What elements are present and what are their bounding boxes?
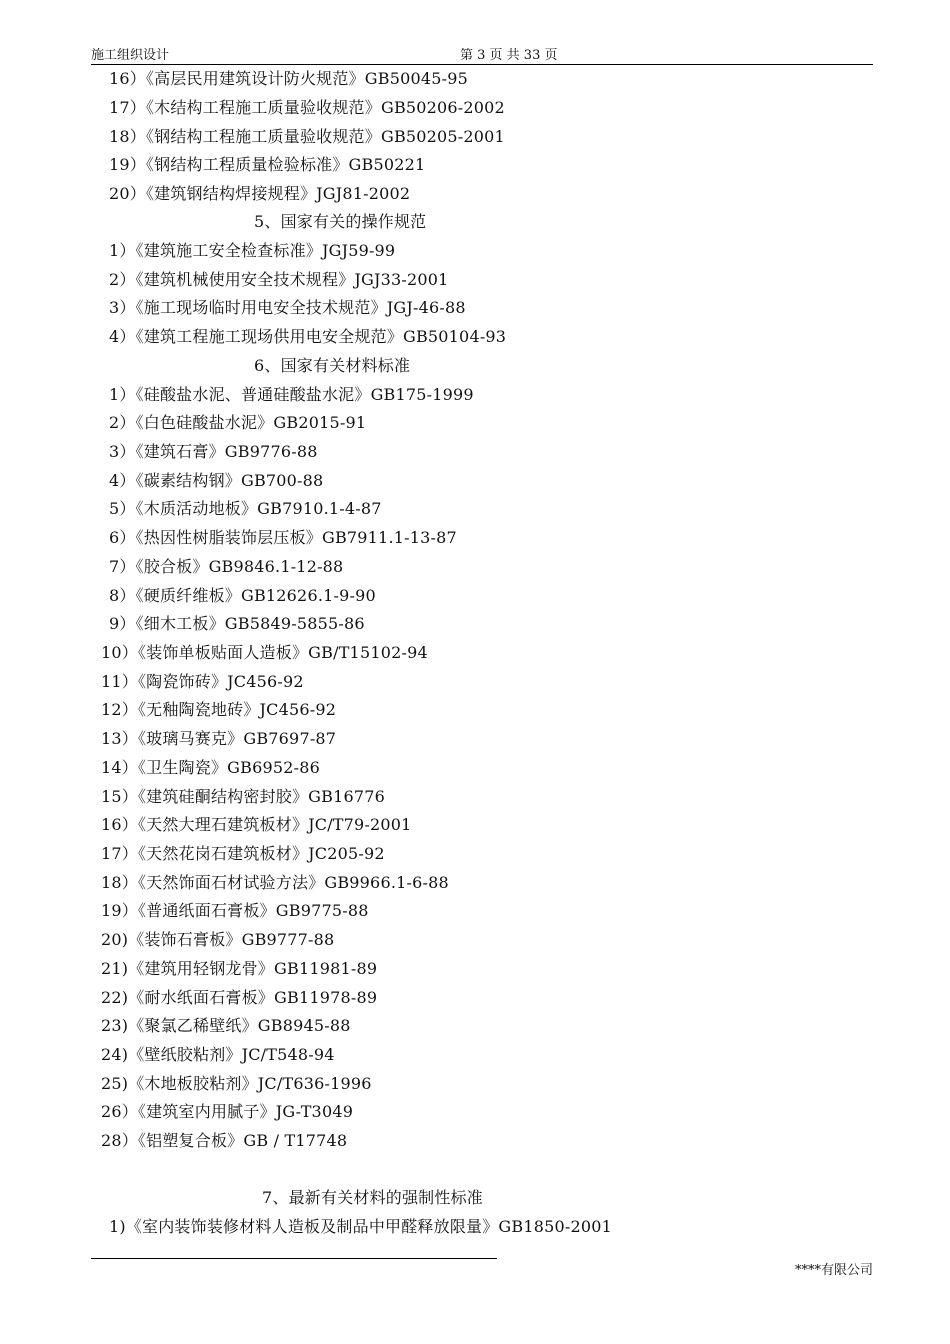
list-item: 19）《钢结构工程质量检验标准》GB50221 bbox=[109, 155, 426, 174]
list-item: 16）《天然大理石建筑板材》JC/T79-2001 bbox=[101, 815, 412, 834]
list-item: 28）《铝塑复合板》GB / T17748 bbox=[101, 1131, 348, 1150]
list-item: 20)《装饰石膏板》GB9777-88 bbox=[101, 930, 335, 949]
list-item: 18）《天然饰面石材试验方法》GB9966.1-6-88 bbox=[101, 873, 449, 892]
section-heading: 7、最新有关材料的强制性标准 bbox=[262, 1188, 483, 1207]
list-item: 14）《卫生陶瓷》GB6952-86 bbox=[101, 758, 320, 777]
list-item: 18）《钢结构工程施工质量验收规范》GB50205-2001 bbox=[109, 127, 505, 146]
list-item: 8）《硬质纤维板》GB12626.1-9-90 bbox=[109, 586, 376, 605]
list-item: 12）《无釉陶瓷地砖》JC456-92 bbox=[101, 700, 337, 719]
list-item: 3）《建筑石膏》GB9776-88 bbox=[109, 442, 318, 461]
list-item: 2）《白色硅酸盐水泥》GB2015-91 bbox=[109, 413, 367, 432]
list-item: 4）《碳素结构钢》GB700-88 bbox=[109, 471, 324, 490]
list-item: 6）《热因性树脂装饰层压板》GB7911.1-13-87 bbox=[109, 528, 457, 547]
list-item: 17）《天然花岗石建筑板材》JC205-92 bbox=[101, 844, 385, 863]
list-item: 15）《建筑硅酮结构密封胶》GB16776 bbox=[101, 787, 385, 806]
list-item: 4）《建筑工程施工现场供用电安全规范》GB50104-93 bbox=[109, 327, 507, 346]
list-item: 1）《建筑施工安全检查标准》JGJ59-99 bbox=[109, 241, 396, 260]
list-item: 25)《木地板胶粘剂》JC/T636-1996 bbox=[101, 1074, 372, 1093]
list-item: 2）《建筑机械使用安全技术规程》JGJ33-2001 bbox=[109, 270, 449, 289]
page-number: 第 3 页 共 33 页 bbox=[460, 48, 558, 63]
list-item: 17）《木结构工程施工质量验收规范》GB50206-2002 bbox=[109, 98, 505, 117]
list-item: 16）《高层民用建筑设计防火规范》GB50045-95 bbox=[109, 69, 468, 88]
list-item: 10）《装饰单板贴面人造板》GB/T15102-94 bbox=[101, 643, 428, 662]
section-heading: 5、国家有关的操作规范 bbox=[254, 212, 427, 231]
list-item: 24)《壁纸胶粘剂》JC/T548-94 bbox=[101, 1045, 335, 1064]
list-item: 22)《耐水纸面石膏板》GB11978-89 bbox=[101, 988, 378, 1007]
list-item: 21)《建筑用轻钢龙骨》GB11981-89 bbox=[101, 959, 378, 978]
list-item: 1）《硅酸盐水泥、普通硅酸盐水泥》GB175-1999 bbox=[109, 385, 474, 404]
list-item: 3）《施工现场临时用电安全技术规范》JGJ-46-88 bbox=[109, 298, 466, 317]
list-item: 7）《胶合板》GB9846.1-12-88 bbox=[109, 557, 344, 576]
list-item: 26）《建筑室内用腻子》JG-T3049 bbox=[101, 1102, 354, 1121]
list-item: 23)《聚氯乙稀壁纸》GB8945-88 bbox=[101, 1016, 351, 1035]
footer-divider bbox=[91, 1258, 497, 1259]
section-heading: 6、国家有关材料标准 bbox=[254, 356, 411, 375]
list-item: 9）《细木工板》GB5849-5855-86 bbox=[109, 614, 365, 633]
page-header bbox=[91, 40, 873, 65]
list-item: 5）《木质活动地板》GB7910.1-4-87 bbox=[109, 499, 382, 518]
document-title: 施工组织设计 bbox=[91, 48, 170, 63]
footer-company: ****有限公司 bbox=[794, 1263, 873, 1278]
list-item: 20）《建筑钢结构焊接规程》JGJ81-2002 bbox=[109, 184, 411, 203]
list-item: 1)《室内装饰装修材料人造板及制品中甲醛释放限量》GB1850-2001 bbox=[109, 1217, 613, 1236]
list-item: 19）《普通纸面石膏板》GB9775-88 bbox=[101, 901, 369, 920]
list-item: 13）《玻璃马赛克》GB7697-87 bbox=[101, 729, 337, 748]
list-item: 11）《陶瓷饰砖》JC456-92 bbox=[101, 672, 304, 691]
